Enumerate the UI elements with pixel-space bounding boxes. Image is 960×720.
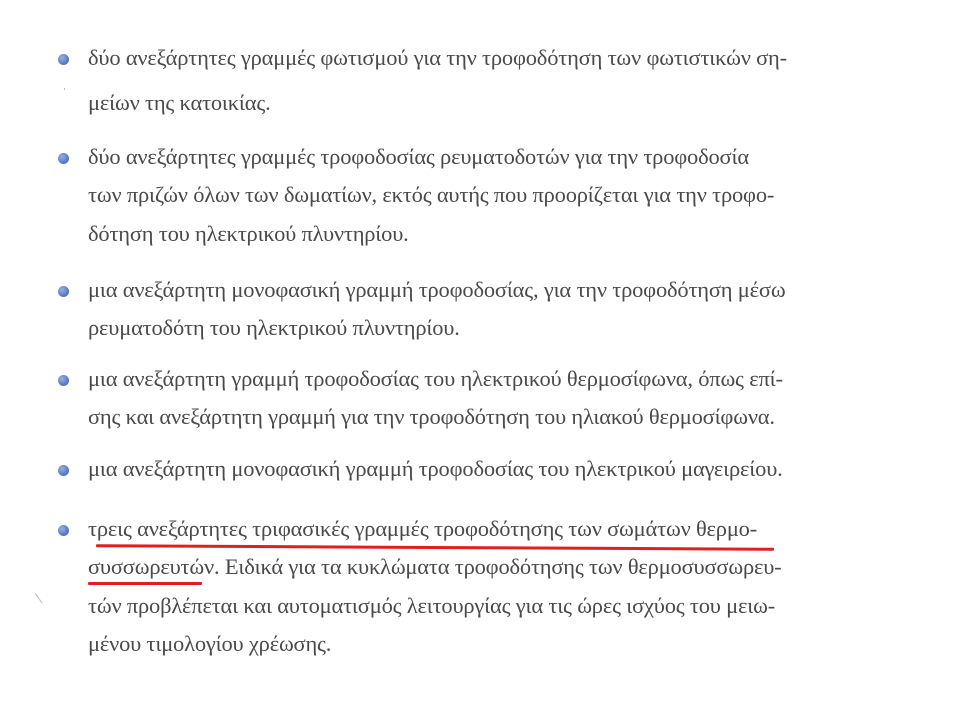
text-line: μια ανεξάρτητη μονοφασική γραμμή τροφοδοσίας, για την τροφοδότηση μέσω (88, 277, 786, 302)
text-line: μένου τιμολογίου χρέωσης. (88, 631, 332, 656)
scan-speck (35, 593, 43, 603)
text-line: σης και ανεξάρτητη γραμμή για την τροφοδότηση του ηλιακού θερμοσίφωνα. (88, 404, 775, 429)
bullet-dot-icon (58, 54, 69, 65)
bullet-dot-icon (58, 465, 69, 476)
text-line: των πριζών όλων των δωματίων, εκτός αυτής που προορίζεται για την τροφο- (88, 182, 775, 207)
red-underline-mark (88, 582, 202, 585)
text-line: δύο ανεξάρτητες γραμμές φωτισμού για την τροφοδότηση των φωτιστικών ση- (88, 45, 787, 70)
text-line: δύο ανεξάρτητες γραμμές τροφοδοσίας ρευματοδοτών για την τροφοδοσία (88, 144, 749, 169)
text-line: μια ανεξάρτητη μονοφασική γραμμή τροφοδοσίας του ηλεκτρικού μαγειρείου. (88, 456, 783, 481)
text-line: τρεις ανεξάρτητες τριφασικές γραμμές τροφοδότησης των σωμάτων θερμο- (88, 516, 758, 541)
text-line: συσσωρευτών. Ειδικά για τα κυκλώματα τροφοδότησης των θερμοσυσσωρευ- (88, 554, 782, 579)
text-line: μείων της κατοικίας. (88, 90, 271, 115)
bullet-dot-icon (58, 525, 69, 536)
bullet-dot-icon (58, 153, 69, 164)
red-underline-mark (96, 544, 774, 551)
scan-speck (64, 88, 65, 90)
text-line: ρευματοδότη του ηλεκτρικού πλυντηρίου. (88, 315, 460, 340)
bullet-dot-icon (58, 286, 69, 297)
text-line: μια ανεξάρτητη γραμμή τροφοδοσίας του ηλεκτρικού θερμοσίφωνα, όπως επί- (88, 366, 783, 391)
text-line: τών προβλέπεται και αυτοματισμός λειτουργίας για τις ώρες ισχύος του μειω- (88, 593, 776, 618)
text-line: δότηση του ηλεκτρικού πλυντηρίου. (88, 221, 409, 246)
bullet-dot-icon (58, 375, 69, 386)
